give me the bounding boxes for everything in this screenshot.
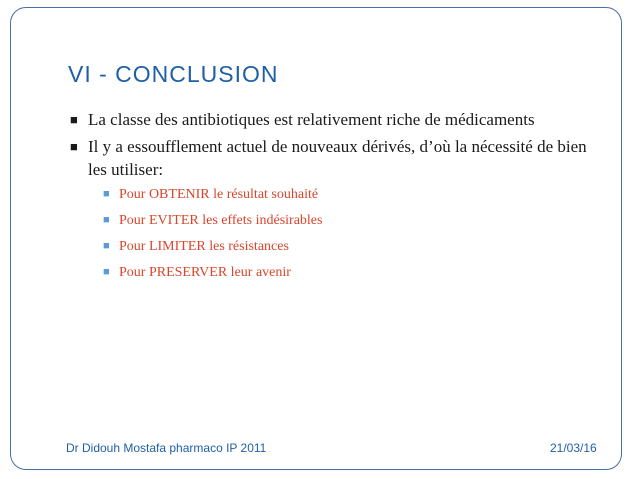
footer-author: Dr Didouh Mostafa pharmaco IP 2011 [66, 441, 267, 455]
sub-bullet-item [103, 263, 600, 282]
sub-bullet-text: Pour LIMITER les résistances [119, 239, 289, 254]
sub-bullet-text: Pour OBTENIR le résultat souhaité [119, 187, 319, 202]
square-bullet-icon: ■ [103, 188, 110, 200]
sub-bullet-item [103, 237, 600, 256]
sub-bullet-item [103, 211, 600, 230]
bullet-text: Il y a essoufflement actuel de nouveaux dérivés, d’où la nécessité de bien les utiliser: [88, 137, 587, 179]
square-bullet-icon: ■ [103, 214, 110, 226]
footer-date: 21/03/16 [550, 441, 597, 455]
square-bullet-icon: ■ [70, 139, 78, 154]
square-bullet-icon: ■ [103, 266, 110, 278]
square-bullet-icon: ■ [103, 240, 110, 252]
bullet-text: La classe des antibiotiques est relativement riche de médicaments [88, 110, 535, 129]
sub-bullet-text: Pour PRESERVER leur avenir [119, 265, 291, 280]
square-bullet-icon: ■ [70, 112, 78, 127]
bullet-item [70, 108, 600, 131]
bullet-list [70, 108, 600, 289]
bullet-item [70, 135, 600, 181]
slide-title: VI - CONCLUSION [68, 61, 279, 87]
sub-bullet-list [70, 185, 600, 282]
sub-bullet-text: Pour EVITER les effets indésirables [119, 213, 323, 228]
sub-bullet-item [103, 185, 600, 204]
